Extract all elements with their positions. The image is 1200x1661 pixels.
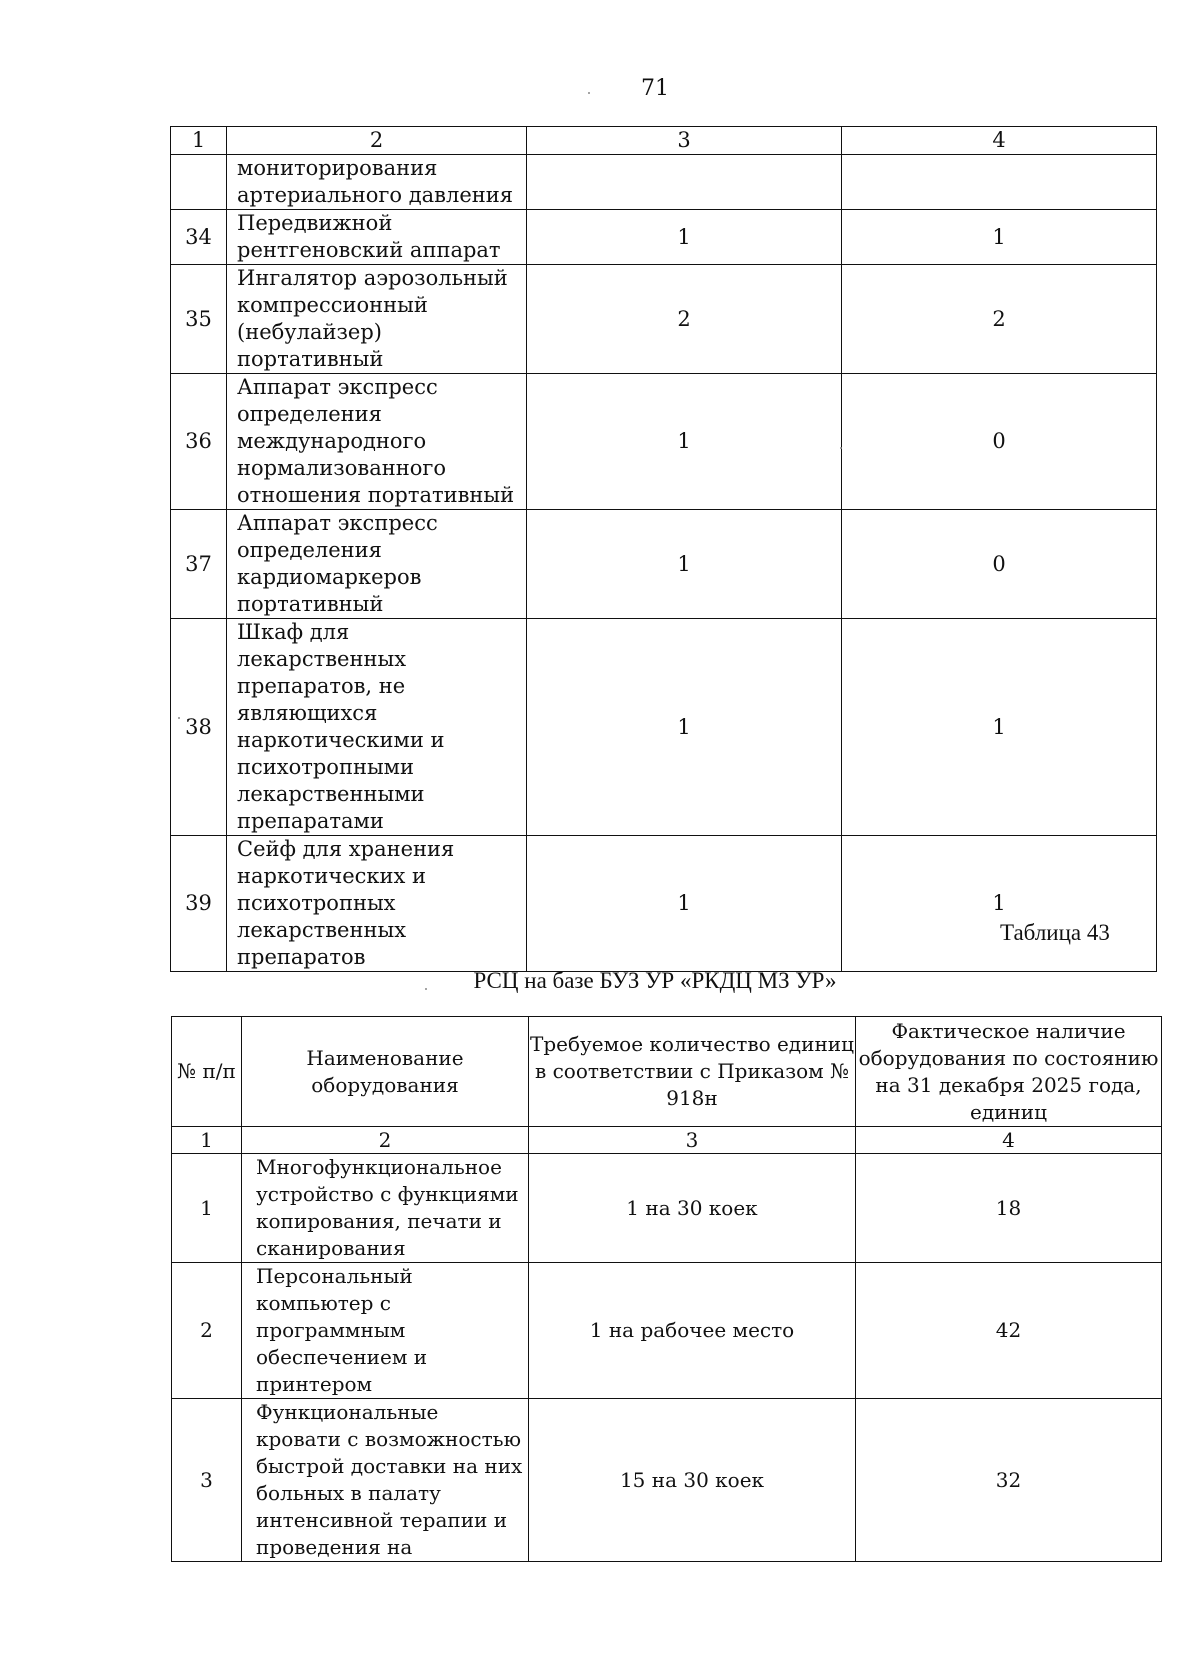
- row-number: 1: [172, 1154, 242, 1263]
- equipment-name: Ингалятор аэрозольный компрессионный (небулайзер) портативный: [227, 265, 527, 374]
- actual-quantity: 42: [856, 1263, 1162, 1399]
- row-number: 2: [172, 1263, 242, 1399]
- column-number: 3: [527, 127, 842, 155]
- page-number: 71: [641, 76, 669, 101]
- row-number: 38: [171, 619, 227, 836]
- actual-quantity: [842, 155, 1157, 210]
- required-quantity: 1: [527, 210, 842, 265]
- equipment-table-continued: [170, 126, 1157, 972]
- column-number: 4: [842, 127, 1157, 155]
- header-required: Требуемое количество единиц в соответствии с Приказом № 918н: [529, 1017, 856, 1127]
- actual-quantity: 18: [856, 1154, 1162, 1263]
- table-row: [171, 265, 1157, 374]
- column-number: 3: [529, 1127, 856, 1154]
- required-quantity: 1 на 30 коек: [529, 1154, 856, 1263]
- actual-quantity: 0: [842, 374, 1157, 510]
- required-quantity: 1: [527, 374, 842, 510]
- rsc-equipment-table: [171, 1016, 1162, 1562]
- required-quantity: 1: [527, 510, 842, 619]
- actual-quantity: 1: [842, 836, 1157, 972]
- scan-speck: [425, 988, 427, 990]
- row-number: 35: [171, 265, 227, 374]
- column-number: 1: [172, 1127, 242, 1154]
- header-actual: Фактическое наличие оборудования по состоянию на 31 декабря 2025 года, единиц: [856, 1017, 1162, 1127]
- row-number: 36: [171, 374, 227, 510]
- equipment-name: Многофункциональное устройство с функциями копирования, печати и сканирования: [242, 1154, 529, 1263]
- actual-quantity: 1: [842, 210, 1157, 265]
- equipment-name: Сейф для хранения наркотических и психотропных лекарственных препаратов: [227, 836, 527, 972]
- column-number-row: [172, 1127, 1162, 1154]
- required-quantity: 1: [527, 836, 842, 972]
- header-row: [172, 1017, 1162, 1127]
- required-quantity: [527, 155, 842, 210]
- equipment-name: Персональный компьютер с программным обеспечением и принтером: [242, 1263, 529, 1399]
- table-row: [171, 836, 1157, 972]
- column-number: 1: [171, 127, 227, 155]
- actual-quantity: 32: [856, 1399, 1162, 1562]
- column-number-row: [171, 127, 1157, 155]
- column-number: 4: [856, 1127, 1162, 1154]
- column-number: 2: [227, 127, 527, 155]
- scan-speck: [178, 717, 180, 719]
- table-row: [171, 510, 1157, 619]
- equipment-name: мониторирования артериального давления: [227, 155, 527, 210]
- actual-quantity: 0: [842, 510, 1157, 619]
- table-row: [171, 374, 1157, 510]
- row-number: 34: [171, 210, 227, 265]
- row-number: 3: [172, 1399, 242, 1562]
- table-caption: Таблица 43: [1000, 920, 1110, 945]
- header-num: № п/п: [172, 1017, 242, 1127]
- table-title: РСЦ на базе БУЗ УР «РКДЦ МЗ УР»: [473, 968, 837, 993]
- table-row: [172, 1399, 1162, 1562]
- scan-speck: [588, 92, 590, 94]
- required-quantity: 1 на рабочее место: [529, 1263, 856, 1399]
- column-number: 2: [242, 1127, 529, 1154]
- equipment-name: Шкаф для лекарственных препаратов, не являющихся наркотическими и психотропными лекарственными препаратами: [227, 619, 527, 836]
- table-row: [171, 619, 1157, 836]
- row-number: 39: [171, 836, 227, 972]
- table-row: [171, 155, 1157, 210]
- required-quantity: 2: [527, 265, 842, 374]
- scan-speck: [840, 447, 842, 449]
- actual-quantity: 2: [842, 265, 1157, 374]
- actual-quantity: 1: [842, 619, 1157, 836]
- table-row: [171, 210, 1157, 265]
- header-name: Наименование оборудования: [242, 1017, 529, 1127]
- equipment-name: Функциональные кровати с возможностью быстрой доставки на них больных в палату интенсивной терапии и проведения на: [242, 1399, 529, 1562]
- table-row: [172, 1263, 1162, 1399]
- table-row: [172, 1154, 1162, 1263]
- equipment-name: Аппарат экспресс определения международного нормализованного отношения портативный: [227, 374, 527, 510]
- required-quantity: 1: [527, 619, 842, 836]
- equipment-name: Аппарат экспресс определения кардиомаркеров портативный: [227, 510, 527, 619]
- row-number: 37: [171, 510, 227, 619]
- row-number: [171, 155, 227, 210]
- required-quantity: 15 на 30 коек: [529, 1399, 856, 1562]
- equipment-name: Передвижной рентгеновский аппарат: [227, 210, 527, 265]
